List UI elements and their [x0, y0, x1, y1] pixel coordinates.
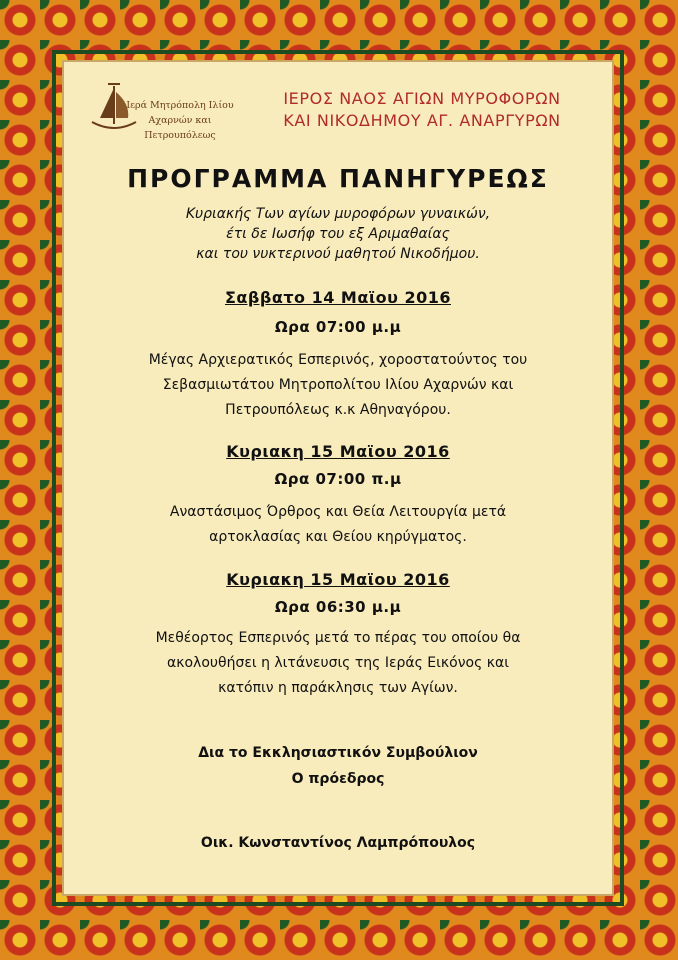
description-line: Αναστάσιμος Όρθρος και Θεία Λειτουργία μετά: [169, 504, 507, 520]
president-line: Ο πρόεδρος: [291, 771, 385, 787]
description-line: ακολουθήσει η λιτάνευσις της Ιεράς Εικόνος και: [167, 655, 509, 671]
description-line: αρτοκλασίας και Θείου κηρύγματος.: [209, 529, 467, 545]
council-signoff: [62, 740, 614, 792]
event-3-time: Ωρα 06:30 μ.μ: [274, 598, 402, 616]
council-line: Δια το Εκκλησιαστικόν Συμβούλιον: [198, 745, 478, 761]
subtitle: [62, 204, 614, 264]
church-name-line: ΙΕΡΟΣ ΝΑΟΣ ΑΓΙΩΝ ΜΥΡΟΦΟΡΩΝ: [283, 89, 561, 108]
subtitle-line: έτι δε Ιωσήφ του εξ Αριμαθαίας: [226, 226, 450, 242]
logo-caption-line: Ιερά Μητρόπολη Ιλίου: [126, 100, 234, 111]
description-line: Σεβασμιωτάτου Μητροπολίτου Ιλίου Αχαρνών και: [162, 377, 514, 393]
description-line: Μέγας Αρχιερατικός Εσπερινός, χοροστατούντος του: [148, 352, 528, 368]
church-name-line: ΚΑΙ ΝΙΚΟΔΗΜΟΥ ΑΓ. ΑΝΑΡΓΥΡΩΝ: [283, 111, 561, 130]
event-3-date: Κυριακη 15 Μαϊου 2016: [226, 570, 450, 589]
page-title: ΠΡΟΓΡΑΜΜΑ ΠΑΝΗΓΥΡΕΩΣ: [127, 164, 549, 193]
event-1-description: [76, 348, 600, 423]
event-2-time: Ωρα 07:00 π.μ: [274, 470, 402, 488]
subtitle-line: Κυριακής Των αγίων μυροφόρων γυναικών,: [185, 206, 491, 222]
logo-caption: [124, 98, 236, 143]
subtitle-line: και του νυκτερινού μαθητού Νικοδήμου.: [196, 246, 480, 262]
description-line: Πετρουπόλεως κ.κ Αθηναγόρου.: [225, 402, 451, 418]
event-2-description: [76, 500, 600, 550]
signature-name: Οικ. Κωνσταντίνος Λαμπρόπουλος: [200, 835, 476, 851]
description-line: κατόπιν η παράκλησις των Αγίων.: [218, 680, 458, 696]
description-line: Μεθέορτος Εσπερινός μετά το πέρας του οποίου θα: [155, 630, 521, 646]
event-1-date: Σαββατο 14 Μαϊου 2016: [225, 288, 451, 307]
event-2-date: Κυριακη 15 Μαϊου 2016: [226, 442, 450, 461]
logo-caption-line: Αχαρνών και Πετρουπόλεως: [144, 115, 216, 141]
church-name: [232, 88, 612, 132]
event-1-time: Ωρα 07:00 μ.μ: [274, 318, 402, 336]
poster-panel: [62, 60, 614, 896]
event-3-description: [76, 626, 600, 701]
